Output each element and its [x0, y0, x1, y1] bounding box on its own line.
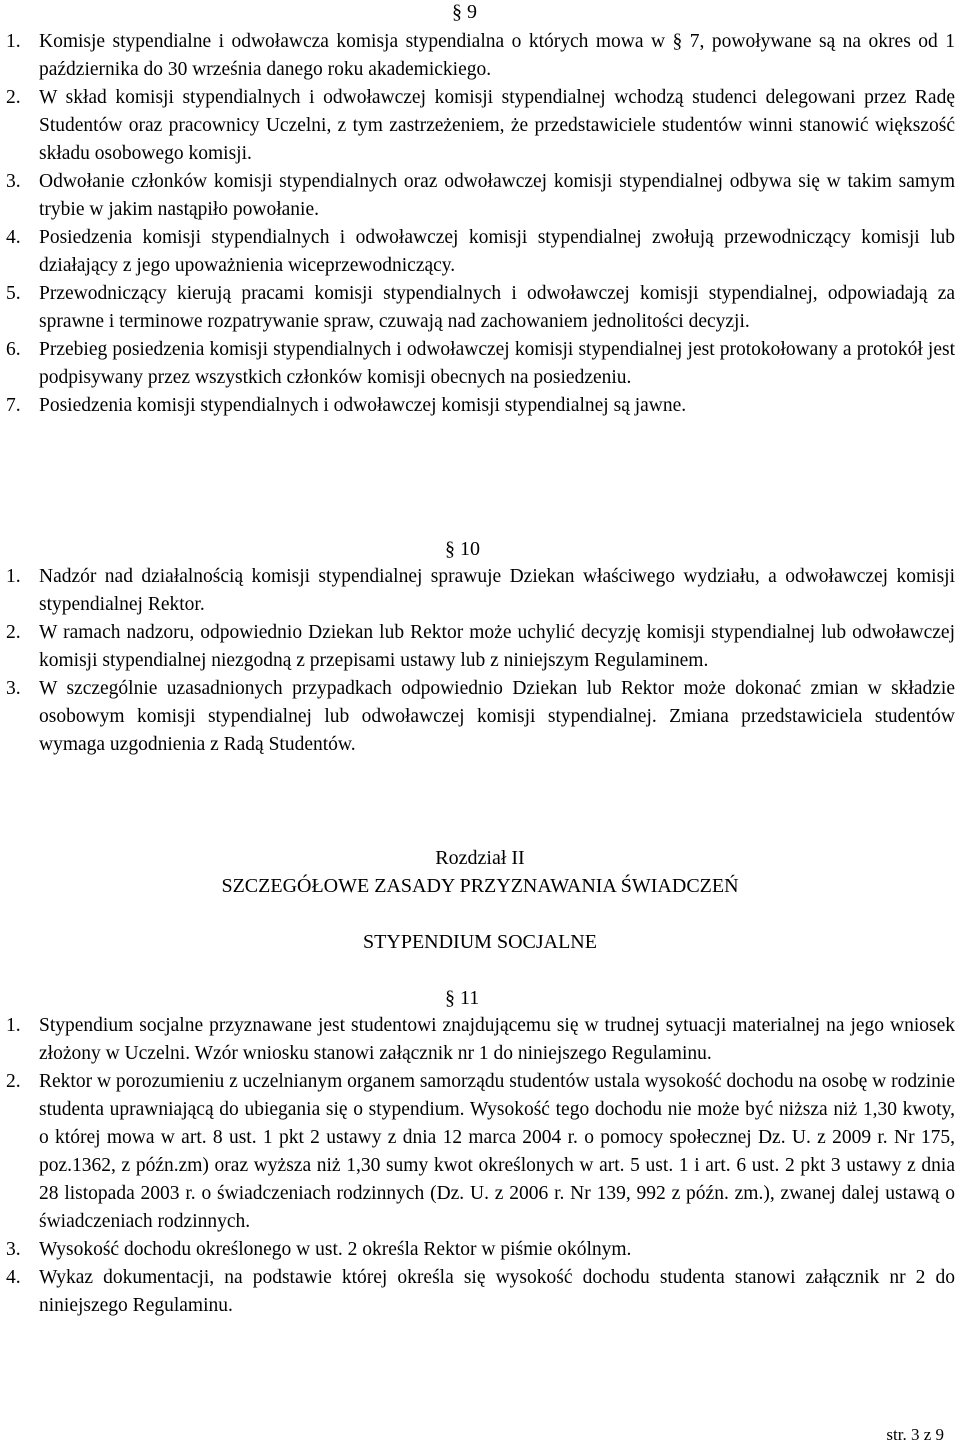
item-text: Wysokość dochodu określonego w ust. 2 określa Rektor w piśmie okólnym.: [39, 1239, 632, 1260]
section-10-list: [0, 563, 955, 759]
section-10-heading: § 10: [445, 538, 480, 560]
section-11-heading: § 11: [445, 987, 480, 1009]
item-number: 1.: [6, 31, 21, 52]
item-text: W ramach nadzoru, odpowiednio Dziekan lub Rektor może uchylić decyzję komisji stypendialnej lub odwoławczej komisji stypendialnej niezgodną z przepisami ustawy lub z niniejszym Regulaminem.: [39, 622, 955, 671]
chapter-title: SZCZEGÓŁOWE ZASADY PRZYZNAWANIA ŚWIADCZEŃ: [221, 875, 739, 897]
item-text: Przewodniczący kierują pracami komisji stypendialnych i odwoławczej komisji stypendialnej, odpowiadają za sprawne i terminowe rozpatrywanie spraw, czuwają nad zachowaniem jednolitości decyzji.: [39, 283, 955, 332]
item-text: Posiedzenia komisji stypendialnych i odwoławczej komisji stypendialnej zwołują przewodniczący komisji lub działający z jego upoważnienia wiceprzewodniczący.: [39, 227, 955, 276]
item-text: W szczególnie uzasadnionych przypadkach odpowiednio Dziekan lub Rektor może dokonać zmian w składzie osobowym komisji stypendialnej lub odwoławczej komisji stypendialnej. Zmiana przedstawiciela studentów wymaga uzgodnienia z Radą Studentów.: [39, 678, 955, 755]
section-11-item: [0, 1012, 955, 1068]
item-number: 1.: [6, 566, 21, 587]
section-9-item: [0, 28, 955, 84]
section-9-item: [0, 168, 955, 224]
section-11-item: [0, 1264, 955, 1320]
item-number: 7.: [6, 395, 21, 416]
section-10-item: [0, 675, 955, 759]
page-number: str. 3 z 9: [886, 1425, 944, 1444]
chapter-subtitle: STYPENDIUM SOCJALNE: [363, 931, 597, 953]
item-number: 3.: [6, 1239, 21, 1260]
item-text: Rektor w porozumieniu z uczelnianym organem samorządu studentów ustala wysokość dochodu na osobę w rodzinie studenta uprawniającą do ubiegania się o stypendium. Wysokość tego dochodu nie może być niższa niż 1,30 kwoty, o której mowa w art. 8 ust. 1 pkt 2 ustawy z dnia 12 marca 2004 r. o pomocy społecznej Dz. U. z 2009 r. Nr 175, poz.1362, z późn.zm) oraz wyższa niż 1,30 sumy kwot określonych w art. 5 ust. 1 i art. 6 ust. 2 pkt 3 ustawy z dnia 28 listopada 2003 r. o świadczeniach rodzinnych (Dz. U. z 2006 r. Nr 139, 992 z późn. zm.), zwanej dalej ustawą o świadczeniach rodzinnych.: [39, 1071, 955, 1232]
section-9-list: [0, 28, 955, 420]
item-number: 2.: [6, 1071, 21, 1092]
item-text: Odwołanie członków komisji stypendialnych oraz odwoławczej komisji stypendialnej odbywa się w takim samym trybie w jakim nastąpiło powołanie.: [39, 171, 955, 220]
section-11-list: [0, 1012, 955, 1320]
item-text: Stypendium socjalne przyznawane jest studentowi znajdującemu się w trudnej sytuacji materialnej na jego wniosek złożony w Uczelni. Wzór wniosku stanowi załącznik nr 1 do niniejszego Regulaminu.: [39, 1015, 955, 1064]
section-9-item: [0, 280, 955, 336]
item-number: 5.: [6, 283, 21, 304]
chapter-number: Rozdział II: [435, 847, 525, 869]
section-9-item: [0, 224, 955, 280]
item-text: W skład komisji stypendialnych i odwoławczej komisji stypendialnej wchodzą studenci delegowani przez Radę Studentów oraz pracownicy Uczelni, z tym zastrzeżeniem, że przedstawiciele studentów winni stanowić większość składu osobowego komisji.: [39, 87, 955, 164]
item-number: 4.: [6, 1267, 21, 1288]
item-text: Nadzór nad działalnością komisji stypendialnej sprawuje Dziekan właściwego wydziału, a odwoławczej komisji stypendialnej Rektor.: [39, 566, 955, 615]
item-number: 3.: [6, 678, 21, 699]
section-9-item: [0, 392, 955, 420]
section-10-item: [0, 619, 955, 675]
item-text: Przebieg posiedzenia komisji stypendialnych i odwoławczej komisji stypendialnej jest protokołowany a protokół jest podpisywany przez wszystkich członków komisji obecnych na posiedzeniu.: [39, 339, 955, 388]
item-number: 2.: [6, 87, 21, 108]
item-number: 4.: [6, 227, 21, 248]
section-9-item: [0, 84, 955, 168]
item-text: Posiedzenia komisji stypendialnych i odwoławczej komisji stypendialnej są jawne.: [39, 395, 687, 416]
item-number: 2.: [6, 622, 21, 643]
section-11-item: [0, 1236, 955, 1264]
section-10-item: [0, 563, 955, 619]
item-text: Wykaz dokumentacji, na podstawie której określa się wysokość dochodu studenta stanowi załącznik nr 2 do niniejszego Regulaminu.: [39, 1267, 955, 1316]
item-number: 1.: [6, 1015, 21, 1036]
section-9-item: [0, 336, 955, 392]
item-number: 6.: [6, 339, 21, 360]
section-11-item: [0, 1068, 955, 1236]
item-number: 3.: [6, 171, 21, 192]
item-text: Komisje stypendialne i odwoławcza komisja stypendialna o których mowa w § 7, powoływane są na okres od 1 października do 30 września danego roku akademickiego.: [39, 31, 955, 80]
section-9-heading: § 9: [452, 1, 477, 23]
